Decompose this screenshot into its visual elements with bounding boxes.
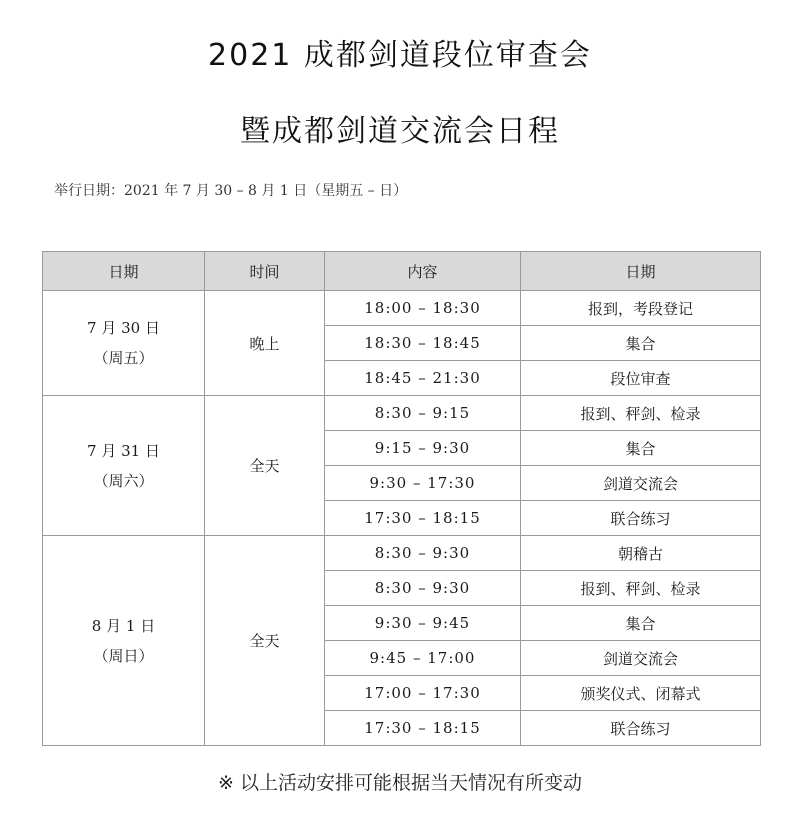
table-header-row [43, 252, 761, 291]
row-time: 17:30 – 18:15 [325, 501, 521, 536]
table-row [43, 396, 761, 431]
day-weekday: （周五） [93, 349, 154, 367]
footnote: ※ 以上活动安排可能根据当天情况有所变动 [218, 772, 582, 794]
row-content: 联合练习 [521, 711, 761, 746]
table-row [43, 291, 761, 326]
day-date-cell [43, 291, 205, 396]
row-content: 集合 [521, 606, 761, 641]
day-weekday: （周六） [93, 471, 154, 490]
row-content: 联合练习 [521, 501, 761, 536]
day-weekday: （周日） [93, 646, 154, 665]
event-dates: 举行日期：2021 年 7 月 30 – 8 月 1 日（星期五 – 日） [54, 183, 408, 199]
title-line-1: 2021 成都剑道段位审查会 [208, 38, 592, 73]
row-time: 8:30 – 9:15 [325, 396, 521, 431]
day-date-cell [43, 536, 205, 746]
row-content: 报到、秤剑、检录 [521, 396, 761, 431]
row-time: 8:30 – 9:30 [325, 536, 521, 571]
day-period: 全天 [205, 396, 325, 536]
row-time: 18:30 – 18:45 [325, 326, 521, 361]
row-time: 17:00 – 17:30 [325, 676, 521, 711]
row-time: 18:00 – 18:30 [325, 291, 521, 326]
day-date: 7 月 30 日 [87, 319, 160, 337]
row-time: 18:45 – 21:30 [325, 361, 521, 396]
day-period: 晚上 [205, 291, 325, 396]
row-content: 报到，考段登记 [521, 291, 761, 326]
table-row [43, 536, 761, 571]
row-time: 17:30 – 18:15 [325, 711, 521, 746]
row-content: 颁奖仪式、闭幕式 [521, 676, 761, 711]
day-period: 全天 [205, 536, 325, 746]
row-content: 剑道交流会 [521, 466, 761, 501]
header-time-range: 内容 [325, 252, 521, 291]
row-content: 集合 [521, 431, 761, 466]
row-content: 报到、秤剑、检录 [521, 571, 761, 606]
row-content: 朝稽古 [521, 536, 761, 571]
row-time: 9:45 – 17:00 [325, 641, 521, 676]
row-time: 9:30 – 9:45 [325, 606, 521, 641]
row-time: 9:30 – 17:30 [325, 466, 521, 501]
row-content: 剑道交流会 [521, 641, 761, 676]
row-content: 段位审查 [521, 361, 761, 396]
header-content: 日期 [521, 252, 761, 291]
row-time: 9:15 – 9:30 [325, 431, 521, 466]
row-content: 集合 [521, 326, 761, 361]
day-date: 8 月 1 日 [91, 616, 156, 635]
header-date: 日期 [43, 252, 205, 291]
header-time: 时间 [205, 252, 325, 291]
day-date: 7 月 31 日 [87, 441, 160, 460]
schedule-table [42, 251, 761, 746]
title-line-2: 暨成都剑道交流会日程 [240, 114, 560, 149]
day-date-cell [43, 396, 205, 536]
row-time: 8:30 – 9:30 [325, 571, 521, 606]
